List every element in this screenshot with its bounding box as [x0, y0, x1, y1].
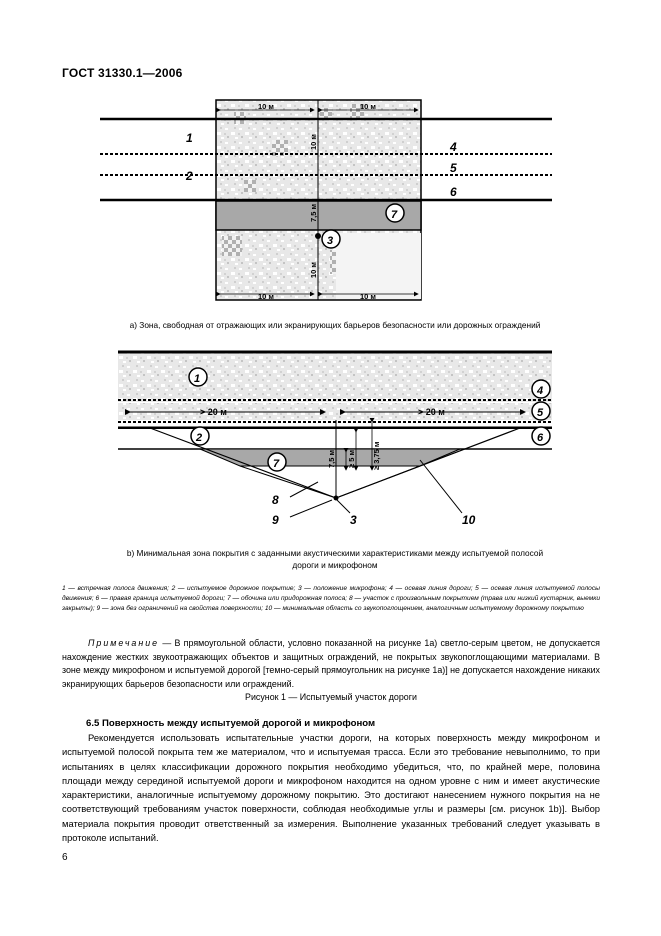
figure-b-caption-line2: дороги и микрофоном [292, 560, 378, 570]
dim-gt20m-left: > 20 м [200, 407, 227, 417]
note-label: Примечание [88, 638, 160, 648]
figure-b-caption-line1: b) Минимальная зона покрытия с заданными акустическими характеристиками между испытуемой полосой [126, 548, 544, 558]
label-b-7: 7 [273, 458, 280, 470]
figure-legend: 1 — встречная полоса движения; 2 — испытуемое дорожное покрытие; 3 — положение микрофона; 4 — осевая линия дороги; 5 — осевая линия испытуемой полосы движения; 6 — правая граница испытуемой дороги; 7 — обочина или придорожная полоса; 8 — участок с произвольным покрытием (трава или низкий кустарник, выемки закрыты); 9 — зона без ограничений на свойства поверхности; 10 — минимальная область со звукопоглощением, аналогичным испытуемому дорожному покрытию [62, 585, 600, 613]
figure-a-caption: а) Зона, свободная от отражающих или экранирующих барьеров безопасности или дорожных ограждений [129, 320, 541, 330]
label-b-6: 6 [537, 432, 544, 444]
page-number: 6 [62, 852, 68, 863]
figure-b-caption [78, 547, 592, 571]
section-body: Рекомендуется использовать испытательные участки дороги, на которых поверхность между микрофоном и испытуемой полосой покрыта тем же материалом, что и испытуемая трасса. Если это требование невыполнимо, то при испытаниях в целях классификации дорожного покрытия необходимо убедиться, что, по крайней мере, половина площади между серединой испытуемой дороги и микрофоном находится на одном уровне с ним и имеет акустические характеристики, аналогичные испытуемому дорожному покрытию. Это достигают нанесением нужного покрытия на не соответствующий требованиям участок поверхности, соблюдая необходимые углы и размеры [см. рисунок 1b)]. Выбор материала покрытия проводит ответственный за измерения. Выполнение указанных требований следует указывать в протоколе испытаний. [62, 732, 600, 844]
label-2: 2 [186, 169, 193, 183]
dim-10m-bottom-right: 10 м [360, 292, 376, 301]
label-b-9: 9 [272, 513, 279, 527]
dim-gt20m-right: > 20 м [418, 407, 445, 417]
figure-note [62, 637, 600, 691]
opposite-lane-area [118, 352, 552, 402]
dim-10m-bottom-left: 10 м [258, 292, 274, 301]
note-text: — В прямоугольной области, условно показанной на рисунке 1а) светло-серым цветом, не допускается нахождение жестких звукоотражающих объектов и защитных ограждений, не покрытых звукопоглощающими материалами. В зоне между микрофоном и испытуемой дорогой [темно-серый прямоугольник на рисунке 1а)] не допускается нахождение никаких экранирующих барьеров безопасности или ограждений. [62, 638, 600, 689]
label-5: 5 [450, 161, 457, 175]
figure-b-diagram [118, 352, 552, 517]
label-b-4: 4 [537, 385, 544, 397]
microphone-position-b [334, 496, 339, 501]
label-b-5: 5 [537, 407, 544, 419]
figure-title: Рисунок 1 — Испытуемый участок дороги [245, 692, 417, 702]
dim-ge5m: ≥ 5 м [347, 449, 356, 468]
label-7: 7 [391, 209, 398, 221]
label-3: 3 [327, 235, 334, 247]
dim-10m-top-left: 10 м [258, 102, 274, 111]
section-title: 6.5 Поверхность между испытуемой дорогой и микрофоном [86, 718, 376, 729]
label-6: 6 [450, 185, 457, 199]
document-header: ГОСТ 31330.1—2006 [62, 66, 183, 80]
dim-7-5m-b: 7,5 м [327, 449, 336, 468]
microphone-position [315, 233, 321, 239]
label-b-10: 10 [462, 513, 476, 527]
figure-a-diagram [100, 100, 552, 300]
label-b-3: 3 [350, 513, 357, 527]
label-b-1: 1 [194, 373, 201, 385]
dim-10m-vertical-bottom: 10 м [309, 262, 318, 278]
dim-10m-top-right: 10 м [360, 102, 376, 111]
label-1: 1 [186, 131, 193, 145]
dim-10m-vertical-top: 10 м [309, 134, 318, 150]
dim-7-5m-vertical: 7,5 м [309, 203, 318, 222]
dim-ge3-75m: ≥ 3,75 м [372, 441, 381, 470]
label-b-2: 2 [196, 432, 203, 444]
label-b-8: 8 [272, 493, 279, 507]
label-4: 4 [450, 140, 457, 154]
